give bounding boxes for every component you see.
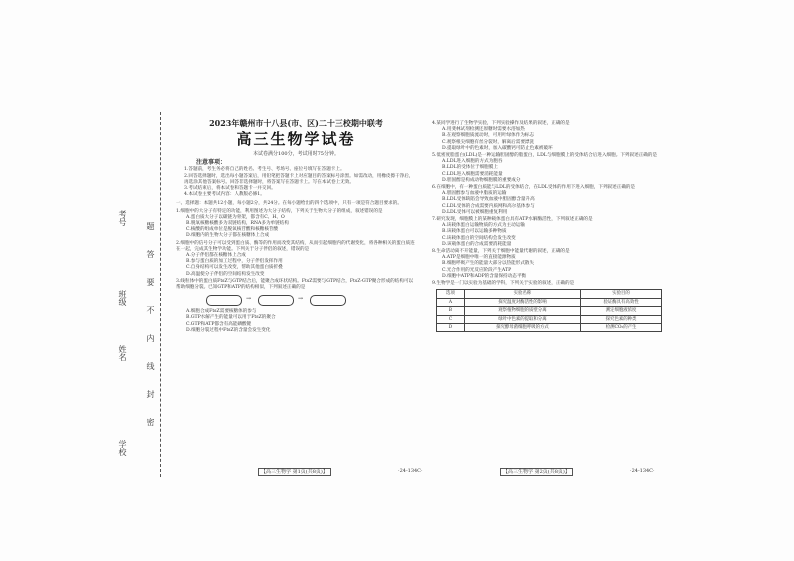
option: C.光合作用的光反应阶段产生ATP <box>442 267 512 273</box>
experiment-table <box>436 289 662 332</box>
option: D.细胞中ATP和ADP的含量保持动态平衡 <box>442 273 527 279</box>
option: B.细胞呼吸产生的能量大部分以热能形式散失 <box>442 261 535 267</box>
option: A.ATP是细胞中唯一的直接能源物质 <box>442 255 516 261</box>
option: B.该载体蛋白可以运输多种物质 <box>442 229 507 235</box>
label-banji: 班级 <box>118 290 127 306</box>
ring-figure <box>206 295 242 306</box>
seal-line <box>160 112 161 477</box>
arrow-icon: → <box>298 295 304 303</box>
option: D.胆固醇是构成动物细胞膜的重要成分 <box>442 177 521 183</box>
option: D.细胞内的生物大分子都在核糖体上合成 <box>186 233 270 239</box>
binding-margin <box>138 112 170 477</box>
footer-left-code: ·24-134C· <box>398 468 423 474</box>
question-stem: 8.生命活动离不开能量，下列关于细胞中能量代谢的叙述，正确的是 <box>432 249 570 255</box>
arrow-icon: → <box>246 295 252 303</box>
note-item: 4.本试卷主要考试内容：人教版必修1。 <box>184 192 265 198</box>
table-header-row <box>437 290 662 298</box>
option: A.蛋白质大分子以碳链为骨架，都含有C、H、O <box>186 214 285 220</box>
option: C.GTP和ATP都含有高能磷酸键 <box>186 321 252 327</box>
table-row <box>437 307 662 315</box>
question-stem: 2.细胞中的信号分子可以受到蛋白质、酶等的作用而改变其结构，从而引起细胞内的代谢变化，将各种相关的蛋白质连在一起，完成其生物学功能。下列关于分子伴侣的叙述，错误的是 <box>176 240 415 252</box>
option: B.LDL受体缺陷会导致血液中胆固醇含量升高 <box>442 197 535 203</box>
option: C.自身结构可以发生改变，帮助其他蛋白质折叠 <box>186 265 283 271</box>
exam-name: 高三生物学试卷 <box>236 130 356 148</box>
table-cell: C <box>437 315 465 323</box>
table-cell: 验证酶具有高效性 <box>581 298 662 306</box>
note-item: 3.考试结束后，将本试卷和答题卡一并交回。 <box>184 186 276 192</box>
margin-mark: 封 <box>146 390 155 400</box>
margin-mark: 内 <box>146 334 155 344</box>
table-header: 实验名称 <box>464 290 580 298</box>
table-row <box>437 323 662 331</box>
exam-header-title: 2023年赣州市十八县(市、区)二十三校期中联考 <box>209 118 383 128</box>
table-cell: 检测CO₂的产生 <box>581 323 662 331</box>
table-cell: 探究色素的种类 <box>581 315 662 323</box>
label-xingming: 姓名 <box>118 345 127 361</box>
option: B.参与蛋白质的加工过程中，分子伴侣发挥作用 <box>186 259 283 265</box>
exam-meta: 本试卷满分100分，考试用时75分钟。 <box>253 151 339 157</box>
option: C.该载体蛋白的空间结构会发生改变 <box>442 235 516 241</box>
footer-right-code: ·24-134C· <box>630 468 655 474</box>
note-item: 2.回答选择题时，选出每小题答案后，用铅笔把答题卡上对应题目的答案标号涂黑。如需改动，用橡皮擦干净后，再选涂其他答案标号。回答非选择题时，将答案写在答题卡上。写在本试卷上无效。 <box>184 173 414 185</box>
table-cell: A <box>437 298 465 306</box>
table-cell: 探究温度对酶活性的影响 <box>464 298 580 306</box>
right-page <box>432 120 664 332</box>
ring-figure <box>258 295 294 306</box>
left-page <box>176 118 416 334</box>
question-stem: 9.生物学是一门以实验为基础的学科，下列关于实验的叙述，正确的是 <box>432 281 575 287</box>
option: C.LDL进入细胞需要消耗能量 <box>442 171 503 177</box>
option: D.该载体蛋白的合成需要消耗能量 <box>442 241 512 247</box>
footer-left-label <box>258 468 331 475</box>
option: C.核酸的组成单位是脱氧核苷酸和核糖核苷酸 <box>186 227 279 233</box>
table-cell: D <box>437 323 465 331</box>
section-heading: 一、选择题：本题共12小题，每小题2分，共24分。在每小题给出的四个选项中，只有一项是符合题目要求的。 <box>176 201 402 207</box>
option: B.LDL的受体位于细胞膜上 <box>442 165 498 171</box>
option: D.提取绿叶中的色素时，加入碳酸钙可防止色素被破坏 <box>442 145 553 151</box>
page-label: 【高三生物学 第2页(共8页)】 <box>500 468 573 476</box>
option: D.细胞分裂过程中FtsZ的含量会发生变化 <box>186 327 271 333</box>
table-cell: 探究酵母菌细胞呼吸的方式 <box>464 323 580 331</box>
option: A.该载体蛋白运输物质的方式为主动运输 <box>442 223 525 229</box>
question-stem: 5.低密度脂蛋白(LDL)是一种运输胆固醇的脂蛋白，LDL与细胞膜上的受体结合后进入细胞。下列叙述正确的是 <box>432 153 658 159</box>
question-stem: 6.在细胞中，有一种蛋白质能与LDL的受体结合，在LDL受体的作用下进入细胞，下列叙述正确的是 <box>432 185 636 191</box>
option: C.LDL受体的合成需要内质网和高尔基体参与 <box>442 203 535 209</box>
option: A.胆固醇参与血液中脂质的运输 <box>442 191 507 197</box>
option: D.高温使分子伴侣的空间结构发生改变 <box>186 271 265 277</box>
option: B.脱氧核糖核酸多为双链结构，RNA多为单链结构 <box>186 221 289 227</box>
table-row <box>437 298 662 306</box>
question-stem: 3.线粒体中的蛋白质FtsZ与GTP结合后，能聚合成环状结构。FtsZ需要与GTP结合，FtsZ-GTP聚合形成的结构可以帮助细胞分裂。已知GTP和ATP的结构相似，下列叙述正确的是 <box>176 278 414 291</box>
margin-mark: 题 <box>146 222 155 232</box>
label-xuexiao: 学校 <box>118 440 127 456</box>
margin-mark: 不 <box>146 306 155 316</box>
question-stem: 4.某同学进行了生物学实验，下列实验操作及结果的叙述，正确的是 <box>432 121 570 126</box>
notes-heading: 注意事项： <box>196 159 227 167</box>
footer-right-label <box>500 468 573 475</box>
question-stem: 1.细胞中的大分子有特定的功能，利用图述为大分子结构，下列关于生物大分子的组成，叙述错误的是 <box>176 208 383 214</box>
table-cell: 测定细胞液浓度 <box>581 307 662 315</box>
option: A.分子伴侣都在核糖体上合成 <box>186 253 246 259</box>
option: A.细胞合成FtsZ需要核糖体的参与 <box>186 309 257 315</box>
label-kaohao: 考号 <box>118 210 127 226</box>
table-cell: B <box>437 307 465 315</box>
note-item: 1.答题前，考生务必将自己的姓名、考生号、考场号、座位号填写在答题卡上。 <box>184 167 345 173</box>
table-cell: 绿叶中色素的提取和分离 <box>464 315 580 323</box>
table-header: 选项 <box>437 290 465 298</box>
ftsz-ring-diagram <box>206 293 416 307</box>
option: B.在观察细胞质流动时，可用叶绿体作为标志 <box>442 133 535 139</box>
margin-mark: 要 <box>146 278 155 288</box>
option: C.观察根尖细胞有丝分裂时，解离后需要漂洗 <box>442 139 535 145</box>
ring-figure <box>310 295 346 306</box>
table-row <box>437 315 662 323</box>
margin-mark: 线 <box>146 362 155 372</box>
option: B.GTP水解产生的能量可以用于FtsZ的聚合 <box>186 315 276 321</box>
option: A.LDL进入细胞的方式为胞吞 <box>442 159 503 165</box>
page-label: 【高三生物学 第1页(共8页)】 <box>258 468 331 476</box>
table-cell: 观察植物细胞的质壁分离 <box>464 307 580 315</box>
table-header: 实验目的 <box>581 290 662 298</box>
option: D.LDL受体可以被细胞重复利用 <box>442 209 508 215</box>
margin-mark: 答 <box>146 250 155 260</box>
margin-mark: 密 <box>146 418 155 428</box>
option: A.用斐林试剂检测还原糖时需要水浴加热 <box>442 127 525 133</box>
question-stem: 7.研究发现，细胞膜上的某种载体蛋白具有ATP水解酶活性，下列叙述正确的是 <box>432 217 593 223</box>
